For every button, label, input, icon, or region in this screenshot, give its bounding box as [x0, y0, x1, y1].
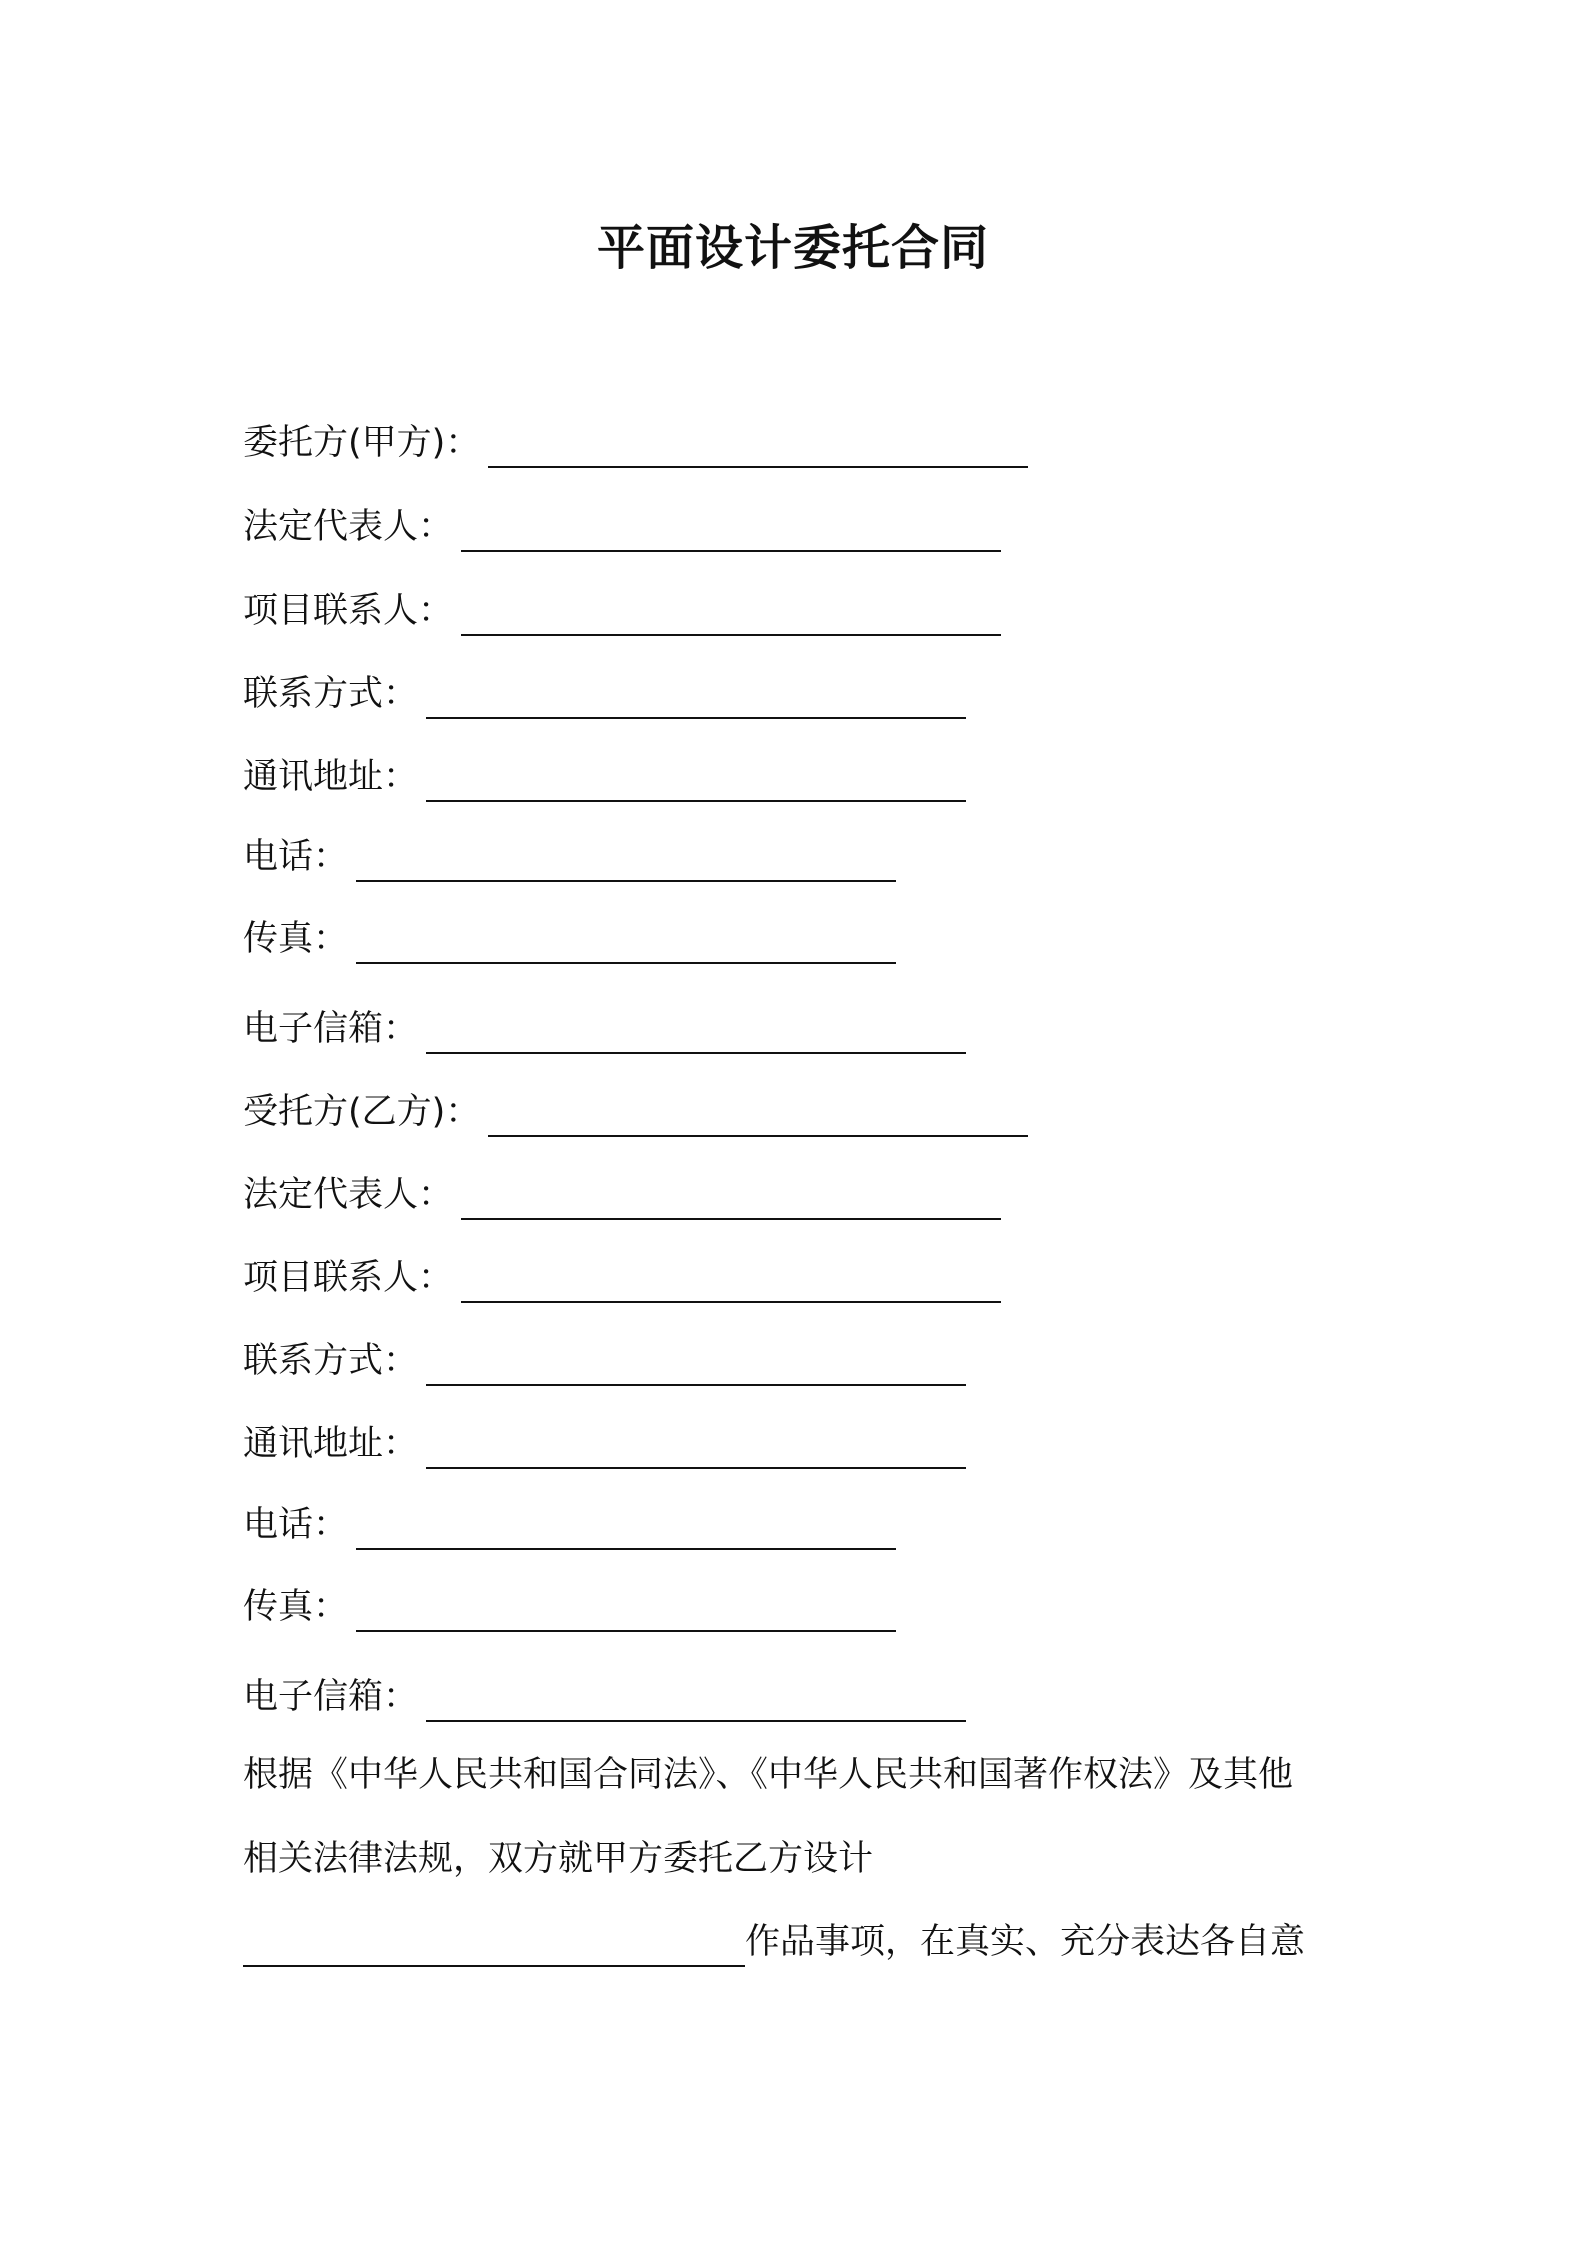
fill-in-blank[interactable]: [426, 1425, 966, 1469]
document-title: 平面设计委托合同: [596, 220, 989, 276]
field-label: 传真：: [243, 919, 349, 959]
fill-in-blank[interactable]: [356, 838, 896, 882]
fill-in-blank[interactable]: [461, 1176, 1001, 1220]
party-a-phone-field: [243, 832, 896, 882]
party-b-email-field: [243, 1672, 966, 1722]
field-label: 传真：: [243, 1587, 349, 1627]
fill-in-blank[interactable]: [488, 424, 1028, 468]
fill-in-blank[interactable]: [461, 592, 1001, 636]
fill-in-blank[interactable]: [356, 1506, 896, 1550]
fill-in-blank[interactable]: [426, 1342, 966, 1386]
fill-in-blank[interactable]: [461, 508, 1001, 552]
fill-in-blank[interactable]: [426, 758, 966, 802]
party-b-phone-field: [243, 1500, 896, 1550]
fill-in-blank[interactable]: [426, 1678, 966, 1722]
body-paragraph-line-3: [243, 1917, 1305, 1967]
party-a-client-field: [243, 418, 1028, 468]
design-work-blank[interactable]: [243, 1923, 745, 1967]
fill-in-blank[interactable]: [356, 920, 896, 964]
party-a-address-field: [243, 752, 966, 802]
field-label: 项目联系人：: [243, 1258, 454, 1298]
fill-in-blank[interactable]: [426, 1010, 966, 1054]
body-paragraph-line-1: 根据《中华人民共和国合同法》、《中华人民共和国著作权法》及其他: [243, 1755, 1294, 1795]
party-b-contractor-field: [243, 1087, 1028, 1137]
field-label: 法定代表人：: [243, 1175, 454, 1215]
body-paragraph-line-3-text: 作品事项，在真实、充分表达各自意: [745, 1922, 1306, 1962]
fill-in-blank[interactable]: [488, 1093, 1028, 1137]
fill-in-blank[interactable]: [461, 1259, 1001, 1303]
party-b-address-field: [243, 1419, 966, 1469]
field-label: 联系方式：: [243, 1341, 419, 1381]
party-a-email-field: [243, 1004, 966, 1054]
field-label: 联系方式：: [243, 674, 419, 714]
party-b-fax-field: [243, 1582, 896, 1632]
party-b-legal-rep-field: [243, 1170, 1001, 1220]
field-label: 电话：: [243, 837, 349, 877]
field-label: 电子信箱：: [243, 1677, 419, 1717]
party-a-fax-field: [243, 914, 896, 964]
body-paragraph-line-2: 相关法律法规，双方就甲方委托乙方设计: [243, 1839, 874, 1879]
party-b-contact-method-field: [243, 1336, 966, 1386]
field-label: 通讯地址：: [243, 757, 419, 797]
fill-in-blank[interactable]: [426, 675, 966, 719]
party-a-legal-rep-field: [243, 502, 1001, 552]
field-label: 电话：: [243, 1505, 349, 1545]
field-label: 项目联系人：: [243, 591, 454, 631]
field-label: 法定代表人：: [243, 507, 454, 547]
fill-in-blank[interactable]: [356, 1588, 896, 1632]
party-b-project-contact-field: [243, 1253, 1001, 1303]
party-a-project-contact-field: [243, 586, 1001, 636]
party-a-contact-method-field: [243, 669, 966, 719]
field-label: 受托方(乙方)：: [243, 1092, 481, 1132]
field-label: 委托方(甲方)：: [243, 423, 481, 463]
field-label: 电子信箱：: [243, 1009, 419, 1049]
field-label: 通讯地址：: [243, 1424, 419, 1464]
